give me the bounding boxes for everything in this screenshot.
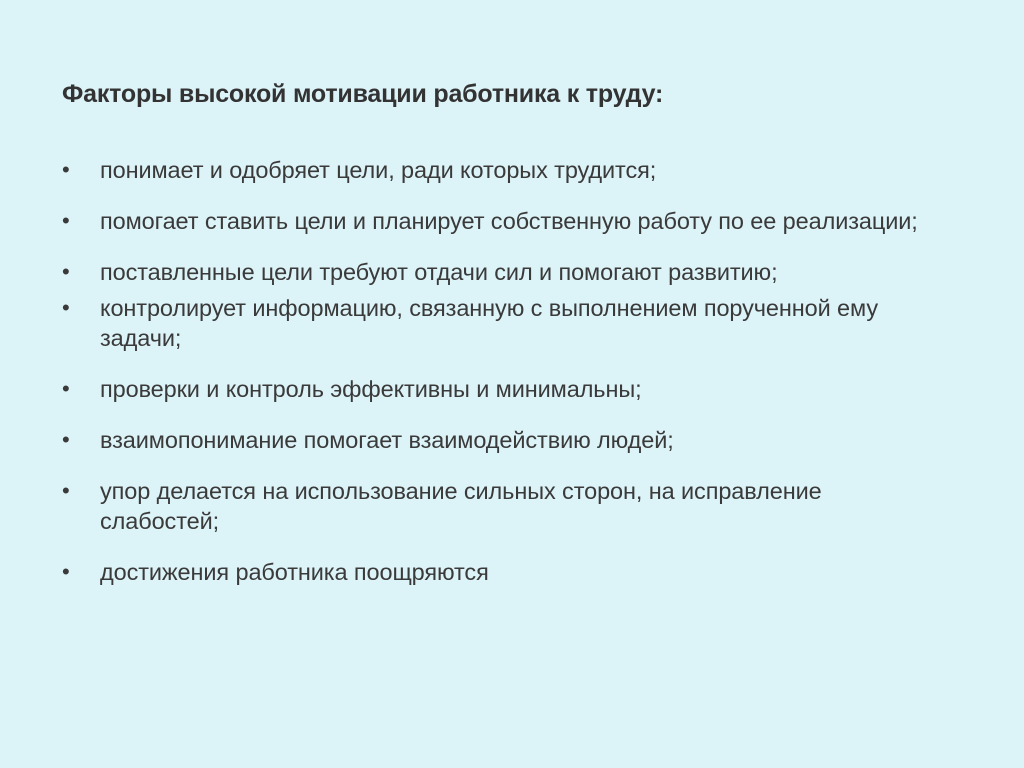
bullet-text: проверки и контроль эффективны и минимальны; [100,376,642,402]
bullet-text: взаимопонимание помогает взаимодействию людей; [100,427,674,453]
bullet-item [62,374,942,404]
bullet-text: контролирует информацию, связанную с выполнением порученной ему задачи; [100,295,879,351]
bullet-icon: • [62,427,70,452]
bullet-text: понимает и одобряет цели, ради которых трудится; [100,157,657,183]
bullet-item [62,476,942,536]
bullet-icon: • [62,478,70,503]
bullet-item [62,206,942,236]
bullet-list [62,155,942,587]
bullet-text: достижения работника поощряются [100,559,489,585]
bullet-icon: • [62,376,70,401]
bullet-icon: • [62,157,70,182]
bullet-icon: • [62,208,70,233]
bullet-item [62,257,942,287]
bullet-item [62,293,942,353]
bullet-text: поставленные цели требуют отдачи сил и помогают развитию; [100,259,778,285]
bullet-icon: • [62,559,70,584]
bullet-text: помогает ставить цели и планирует собственную работу по ее реализации; [100,208,918,234]
bullet-item [62,425,942,455]
bullet-item [62,155,942,185]
bullet-item [62,557,942,587]
bullet-text: упор делается на использование сильных сторон, на исправление слабостей; [100,478,822,534]
slide-title: Факторы высокой мотивации работника к труду: [62,80,664,108]
bullet-icon: • [62,295,70,320]
bullet-icon: • [62,259,70,284]
